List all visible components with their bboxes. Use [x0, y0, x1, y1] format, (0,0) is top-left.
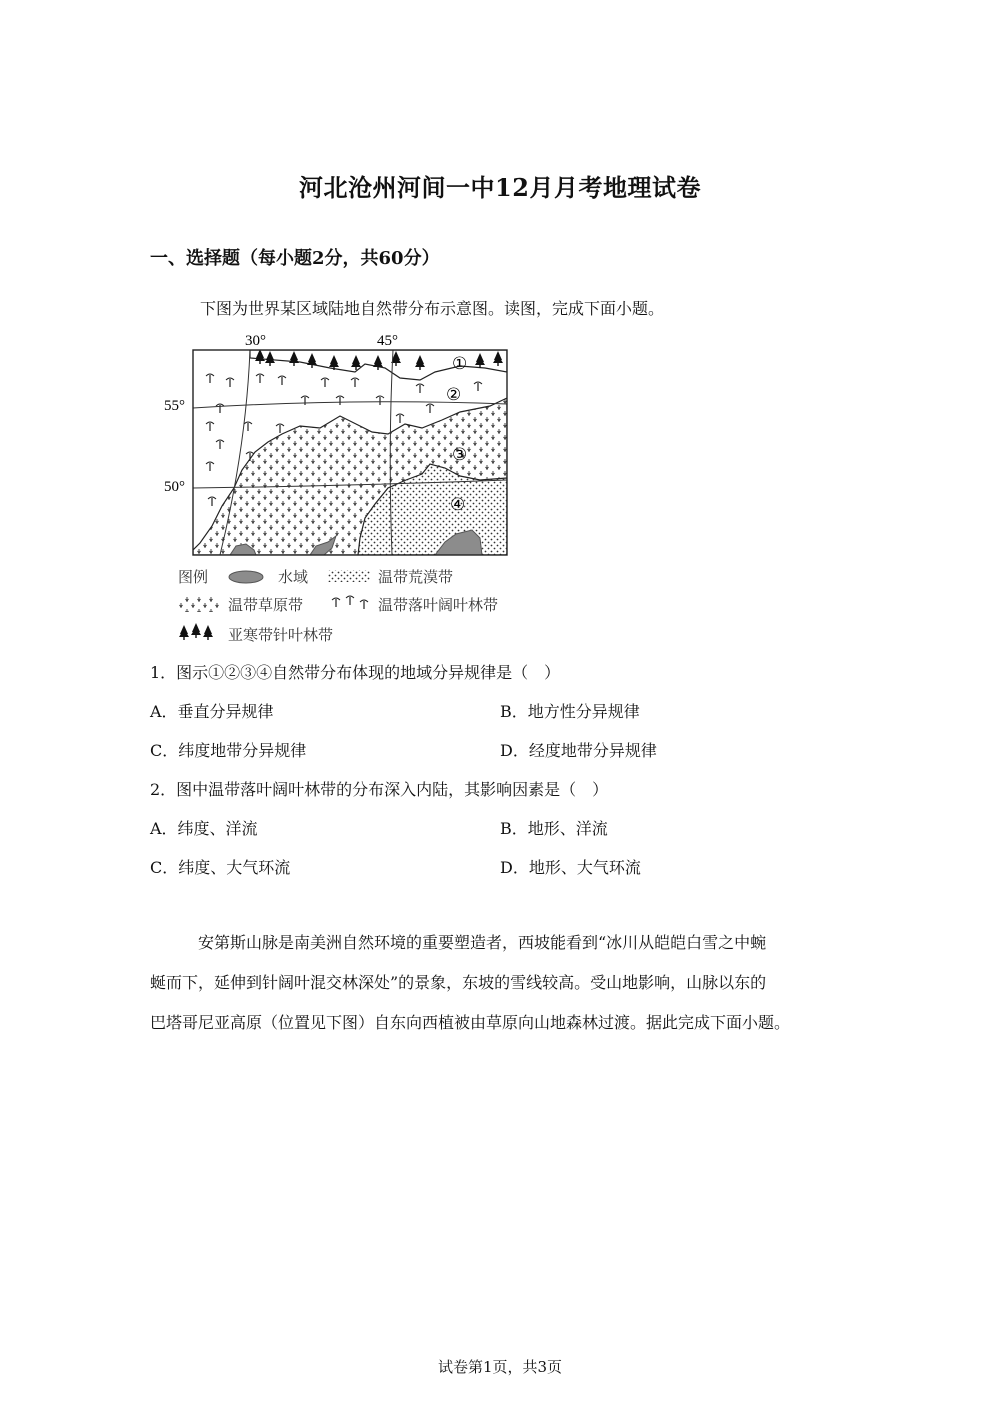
natural-zone-map [160, 328, 530, 650]
question-1-option-c[interactable]: C．纬度地带分异规律 [150, 741, 307, 760]
question-1-stem: 1．图示①②③④自然带分布体现的地域分异规律是（ ） [150, 663, 561, 682]
question-intro: 下图为世界某区域陆地自然带分布示意图。读图，完成下面小题。 [200, 299, 665, 318]
question-2-option-b[interactable]: B．地形、洋流 [500, 819, 608, 838]
legend-broadleaf-label: 温带落叶阔叶林带 [378, 596, 499, 614]
legend-title: 图例 [178, 568, 209, 586]
conifer-tree-icon [179, 623, 213, 640]
water-blob-icon [229, 571, 263, 583]
question-2-stem: 2．图中温带落叶阔叶林带的分布深入内陆，其影响因素是（ ） [150, 780, 609, 799]
passage-line-1: 安第斯山脉是南美洲自然环境的重要塑造者，西坡能看到“冰川从皑皑白雪之中蜿 [198, 933, 767, 952]
passage-line-3: 巴塔哥尼亚高原（位置见下图）自东向西植被由草原向山地森林过渡。据此完成下面小题。 [150, 1013, 791, 1032]
legend-desert-label: 温带荒漠带 [378, 568, 454, 586]
question-1-option-d[interactable]: D．经度地带分异规律 [500, 741, 657, 760]
lon-label-30: 30° [245, 333, 266, 349]
page-title: 河北沧州河间一中12月月考地理试卷 [299, 173, 701, 202]
question-1-option-b[interactable]: B．地方性分异规律 [500, 702, 640, 721]
legend-conifer-label: 亚寒带针叶林带 [228, 626, 334, 644]
legend-steppe-label: 温带草原带 [228, 596, 304, 614]
question-1-option-a[interactable]: A．垂直分异规律 [150, 702, 274, 721]
page-footer: 试卷第1页，共3页 [437, 1358, 563, 1376]
zone-marker-2: ② [446, 385, 462, 405]
question-2-option-d[interactable]: D．地形、大气环流 [500, 858, 641, 877]
zone-marker-1: ① [452, 354, 468, 374]
dots-icon [328, 570, 370, 582]
question-2-option-a[interactable]: A．纬度、洋流 [150, 819, 258, 838]
lon-label-45: 45° [377, 333, 398, 349]
lat-label-55: 55° [164, 398, 185, 414]
legend-water-label: 水域 [278, 568, 309, 586]
lat-label-50: 50° [164, 479, 185, 495]
section-heading: 一、选择题（每小题2分，共60分） [150, 248, 440, 269]
zone-marker-3: ③ [452, 445, 468, 465]
passage-line-2: 蜒而下，延伸到针阔叶混交林深处”的景象，东坡的雪线较高。受山地影响，山脉以东的 [150, 973, 767, 992]
grass-icon [178, 596, 220, 612]
broadleaf-tree-icon [332, 596, 368, 609]
zone-marker-4: ④ [450, 495, 466, 515]
question-2-option-c[interactable]: C．纬度、大气环流 [150, 858, 291, 877]
